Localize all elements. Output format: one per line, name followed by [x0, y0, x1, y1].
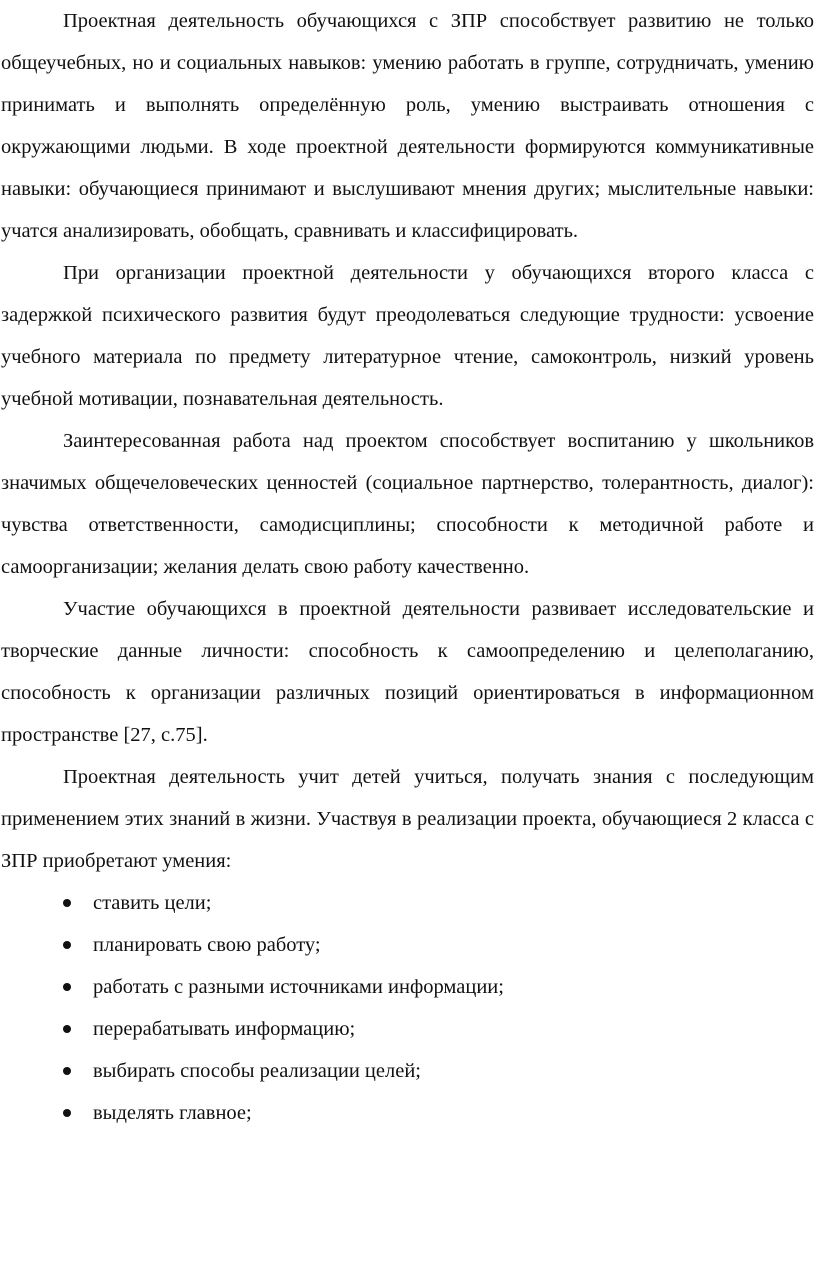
list-item — [1, 1008, 814, 1050]
list-item-text: перерабатывать информацию; — [93, 1018, 356, 1040]
list-item — [1, 924, 814, 966]
list-item-text: работать с разными источниками информации; — [93, 976, 504, 998]
skills-bullet-list — [1, 882, 814, 1134]
bullet-dot-icon — [63, 941, 71, 949]
list-item-text: выделять главное; — [93, 1102, 252, 1124]
bullet-dot-icon — [63, 1067, 71, 1075]
list-item — [1, 882, 814, 924]
paragraph-research-abilities: Участие обучающихся в проектной деятельности развивает исследовательские и творческие данные личности: способность к самоопределению и целеполаганию, способность к организации различных позиций ориентироваться в информационном пространстве [27, с.75]. — [1, 598, 814, 746]
list-item — [1, 1092, 814, 1134]
bullet-dot-icon — [63, 1109, 71, 1117]
bullet-dot-icon — [63, 1025, 71, 1033]
paragraph-difficulties: При организации проектной деятельности у обучающихся второго класса с задержкой психического развития будут преодолеваться следующие трудности: усвоение учебного материала по предмету литературное чтение, самоконтроль, низкий уровень учебной мотивации, познавательная деятельность. — [1, 262, 814, 410]
list-item — [1, 966, 814, 1008]
paragraph-values: Заинтересованная работа над проектом способствует воспитанию у школьников значимых общечеловеческих ценностей (социальное партнерство, толерантность, диалог): чувства ответственности, самодисциплины; способности к методичной работе и самоорганизации; желания делать свою работу качественно. — [1, 430, 814, 578]
list-item-text: ставить цели; — [93, 892, 212, 914]
bullet-dot-icon — [63, 899, 71, 907]
list-item-text: планировать свою работу; — [93, 934, 321, 956]
list-item-text: выбирать способы реализации целей; — [93, 1060, 421, 1082]
paragraph-social-skills: Проектная деятельность обучающихся с ЗПР способствует развитию не только общеучебных, но и социальных навыков: умению работать в группе, сотрудничать, умению принимать и выполнять определённую роль, умению выстраивать отношения с окружающими людьми. В ходе проектной деятельности формируются коммуникативные навыки: обучающиеся принимают и выслушивают мнения других; мыслительные навыки: учатся анализировать, обобщать, сравнивать и классифицировать. — [1, 10, 814, 242]
list-item — [1, 1050, 814, 1092]
bullet-dot-icon — [63, 983, 71, 991]
paragraph-learning-skills: Проектная деятельность учит детей учиться, получать знания с последующим применением этих знаний в жизни. Участвуя в реализации проекта, обучающиеся 2 класса с ЗПР приобретают умения: — [1, 766, 814, 872]
